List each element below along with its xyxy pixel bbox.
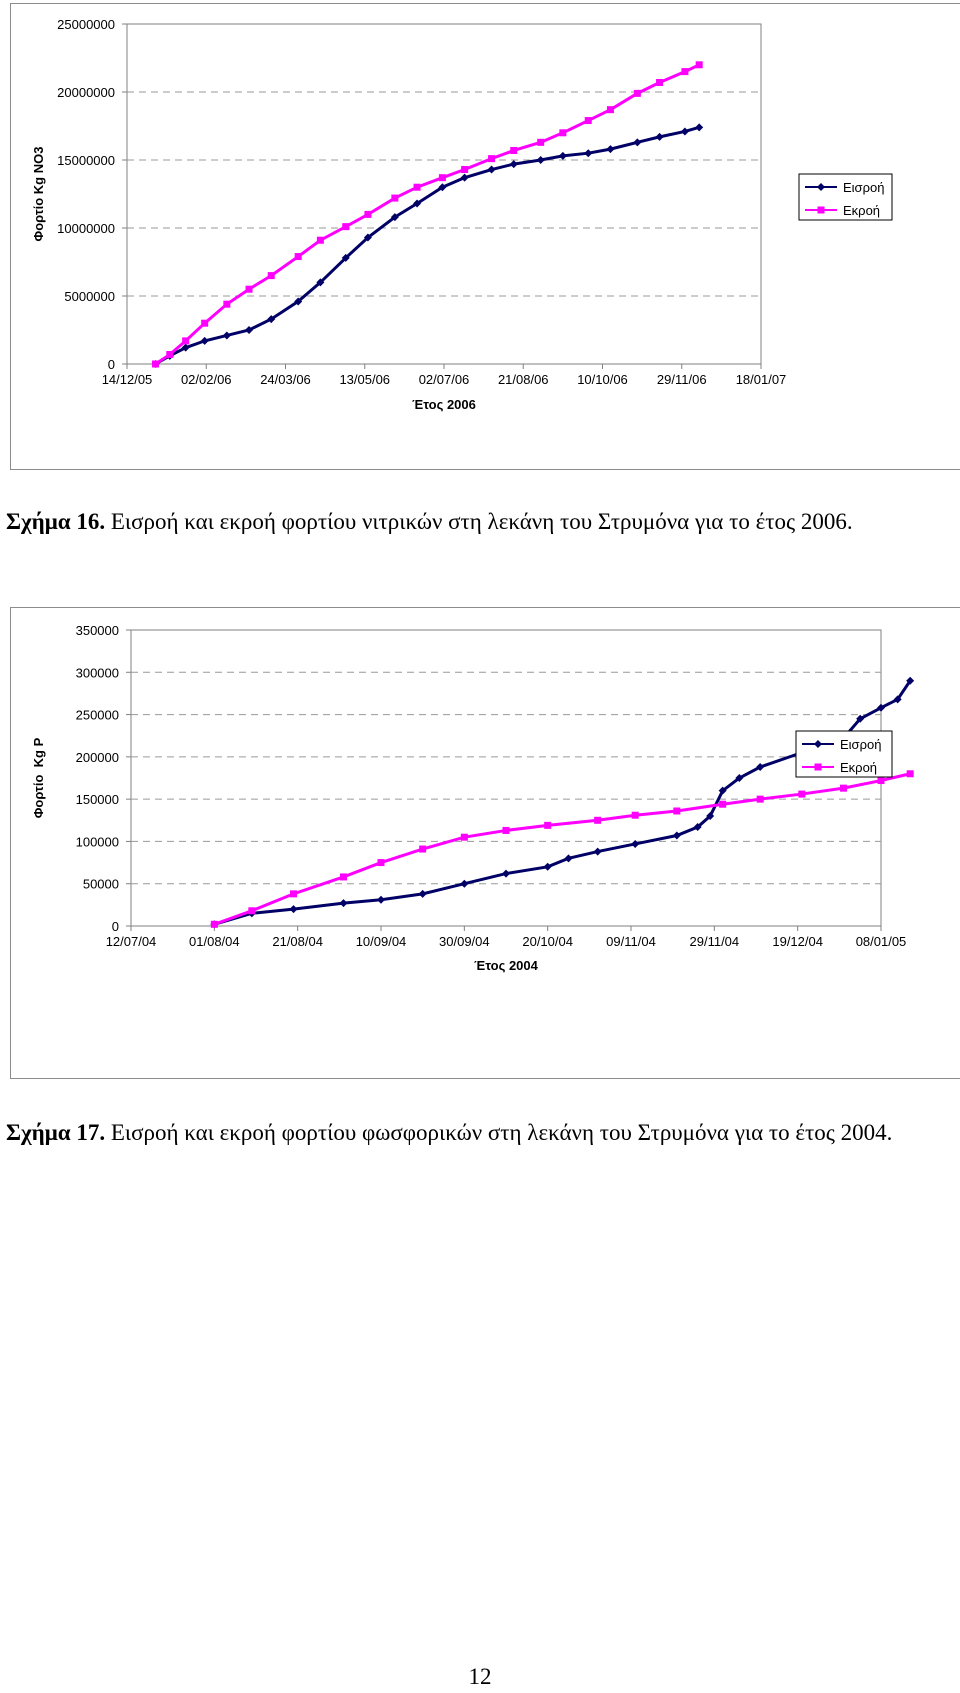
figure-17-caption	[6, 1116, 956, 1149]
data-point-outflow	[223, 301, 230, 308]
y-tick-label: 300000	[75, 665, 119, 681]
data-point-outflow	[182, 337, 189, 344]
legend-marker-outflow	[815, 764, 822, 771]
data-point-outflow	[632, 812, 639, 819]
x-tick-label: 19/12/04	[772, 934, 823, 949]
data-point-outflow	[166, 351, 173, 358]
y-tick-label: 50000	[82, 876, 119, 892]
plot-area	[131, 630, 881, 926]
data-point-outflow	[248, 907, 255, 914]
data-point-outflow	[696, 61, 703, 68]
data-point-outflow	[461, 834, 468, 841]
x-tick-label: 29/11/06	[656, 372, 707, 387]
data-point-outflow	[152, 361, 159, 368]
legend-label-inflow: Εισροή	[840, 737, 882, 752]
x-tick-label: 02/02/06	[180, 372, 232, 387]
x-axis-label: Έτος 2004	[474, 958, 538, 973]
x-tick-label: 29/11/04	[689, 934, 740, 949]
data-point-outflow	[634, 90, 641, 97]
data-point-outflow	[656, 79, 663, 86]
data-point-outflow	[607, 106, 614, 113]
data-point-outflow	[439, 174, 446, 181]
data-point-outflow	[840, 785, 847, 792]
legend-label-outflow: Εκροή	[843, 203, 881, 218]
y-tick-label: 200000	[75, 749, 119, 765]
data-point-outflow	[378, 859, 385, 866]
y-axis-label: Φορτίο Kg P	[31, 737, 46, 819]
figure-16-caption	[6, 505, 956, 538]
data-point-outflow	[317, 237, 324, 244]
data-point-outflow	[211, 921, 218, 928]
legend-label-outflow: Εκροή	[840, 760, 878, 775]
y-tick-label: 20000000	[57, 85, 115, 100]
x-tick-label: 18/01/07	[735, 372, 787, 387]
y-tick-label: 350000	[75, 623, 119, 638]
data-point-outflow	[461, 166, 468, 173]
y-tick-label: 25000000	[57, 17, 115, 32]
y-tick-label: 100000	[75, 834, 119, 850]
data-point-outflow	[246, 286, 253, 293]
data-point-outflow	[290, 890, 297, 897]
phosphate-chart-svg	[11, 608, 960, 1078]
x-tick-label: 12/07/04	[105, 934, 157, 949]
data-point-outflow	[798, 791, 805, 798]
data-point-outflow	[364, 211, 371, 218]
y-tick-label: 15000000	[57, 153, 115, 168]
nitrate-chart	[10, 3, 960, 470]
x-tick-label: 09/11/04	[606, 934, 656, 949]
data-point-outflow	[878, 777, 885, 784]
data-point-outflow	[510, 147, 517, 154]
data-point-outflow	[907, 770, 914, 777]
data-point-outflow	[544, 822, 551, 829]
data-point-outflow	[414, 184, 421, 191]
x-axis-label: Έτος 2006	[412, 397, 476, 412]
nitrate-chart-svg	[11, 4, 960, 469]
x-tick-label: 10/09/04	[355, 934, 407, 949]
data-point-outflow	[559, 129, 566, 136]
data-point-outflow	[719, 801, 726, 808]
data-point-outflow	[340, 873, 347, 880]
figure-17-label: Σχήμα 17.	[6, 1120, 106, 1145]
x-tick-label: 10/10/06	[577, 372, 628, 387]
x-tick-label: 13/05/06	[339, 372, 391, 387]
data-point-outflow	[503, 827, 510, 834]
x-tick-label: 24/03/06	[260, 372, 311, 387]
data-point-outflow	[201, 320, 208, 327]
x-tick-label: 21/08/04	[272, 934, 323, 949]
data-point-outflow	[537, 139, 544, 146]
y-tick-label: 250000	[75, 707, 119, 723]
y-tick-label: 0	[107, 357, 115, 372]
phosphate-chart	[10, 607, 960, 1079]
data-point-outflow	[391, 195, 398, 202]
data-point-outflow	[681, 68, 688, 75]
figure-16-text: Εισροή και εκροή φορτίου νιτρικών στη λεκάνη του Στρυμόνα για το έτος 2006.	[105, 509, 853, 534]
x-tick-label: 14/12/05	[101, 372, 153, 387]
data-point-outflow	[673, 807, 680, 814]
data-point-outflow	[757, 796, 764, 803]
legend-label-inflow: Εισροή	[843, 180, 885, 195]
plot-area	[127, 24, 761, 364]
x-tick-label: 08/01/05	[855, 934, 907, 949]
x-tick-label: 20/10/04	[522, 934, 573, 949]
figure-17-text: Εισροή και εκροή φορτίου φωσφορικών στη λεκάνη του Στρυμόνα για το έτος 2004.	[105, 1120, 893, 1145]
y-tick-label: 10000000	[57, 221, 115, 236]
data-point-outflow	[585, 117, 592, 124]
data-point-outflow	[594, 817, 601, 824]
y-tick-label: 150000	[75, 792, 119, 808]
x-tick-label: 21/08/06	[497, 372, 549, 387]
y-axis-label: Φορτίο Kg NO3	[31, 146, 46, 242]
figure-16-label: Σχήμα 16.	[6, 509, 106, 534]
x-tick-label: 30/09/04	[439, 934, 490, 949]
x-tick-label: 02/07/06	[418, 372, 470, 387]
data-point-outflow	[488, 155, 495, 162]
page-number: 12	[468, 1664, 492, 1689]
data-point-outflow	[268, 272, 275, 279]
data-point-outflow	[419, 846, 426, 853]
y-tick-label: 5000000	[64, 289, 115, 304]
y-tick-label: 0	[111, 919, 119, 934]
legend-marker-outflow	[818, 207, 825, 214]
data-point-outflow	[342, 223, 349, 230]
data-point-outflow	[295, 253, 302, 260]
x-tick-label: 01/08/04	[189, 934, 240, 949]
